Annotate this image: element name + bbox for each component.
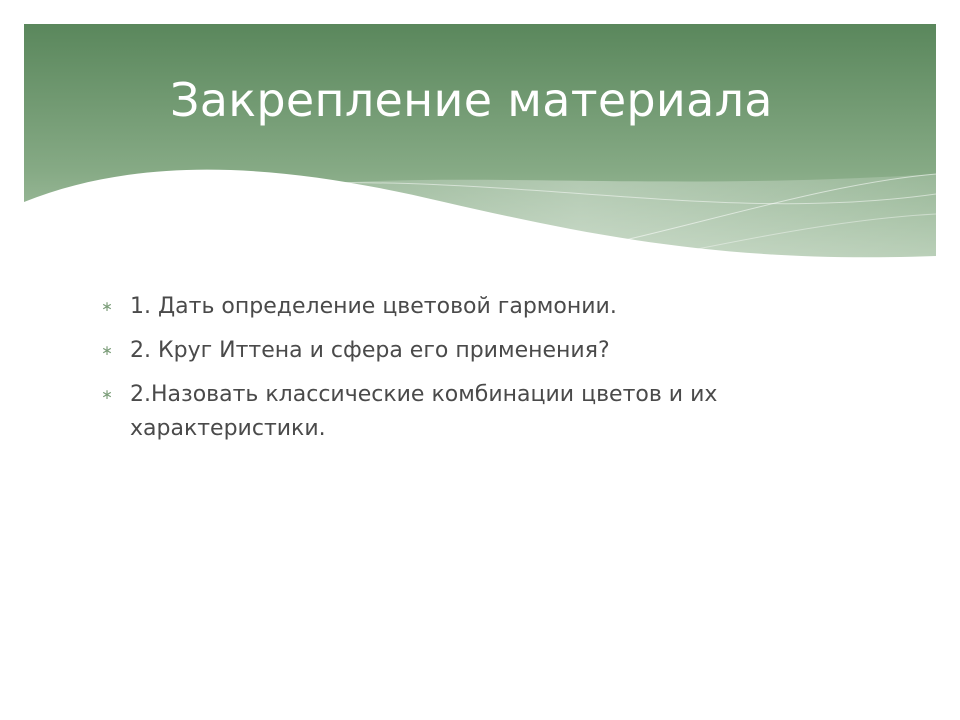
list-item-text: 1. Дать определение цветовой гармонии. (130, 294, 617, 319)
asterisk-bullet-icon: ∗ (101, 299, 113, 315)
list-item (100, 290, 860, 324)
asterisk-bullet-icon: ∗ (101, 387, 113, 403)
list-item (100, 378, 860, 446)
list-item-text: 2.Назовать классические комбинации цветов и их характеристики. (130, 382, 718, 441)
header-banner (24, 24, 936, 269)
list-item (100, 334, 860, 368)
slide-title: Закрепление материала (170, 73, 773, 127)
banner-wave-graphic (24, 24, 936, 269)
list-item-text: 2. Круг Иттена и сфера его применения? (130, 338, 610, 363)
asterisk-bullet-icon: ∗ (101, 343, 113, 359)
bullet-list (100, 290, 860, 456)
